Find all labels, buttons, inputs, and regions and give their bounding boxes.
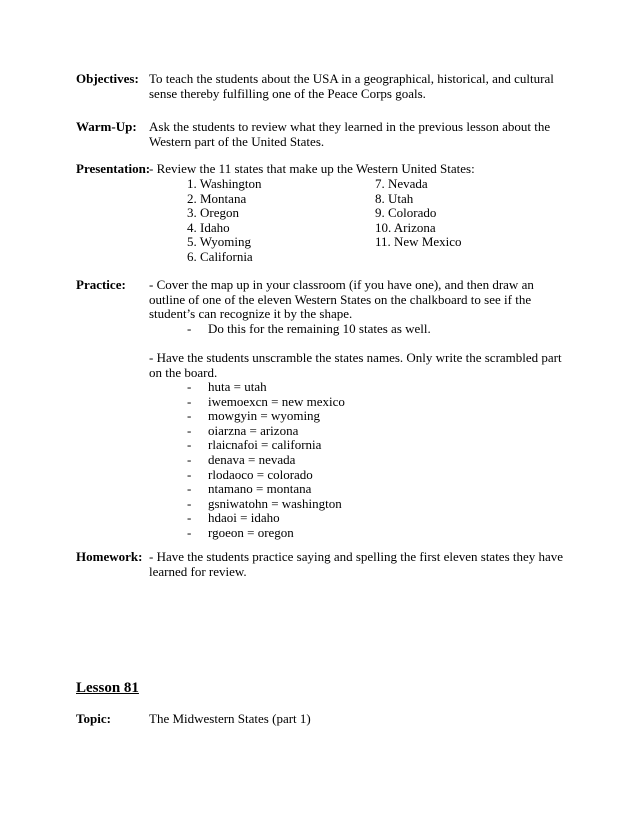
bullet-dash: - xyxy=(187,495,192,511)
bullet-dash: - xyxy=(187,422,192,438)
warmup-label: Warm-Up: xyxy=(76,119,137,134)
list-item xyxy=(187,250,507,265)
list-item xyxy=(187,380,487,395)
scramble-item: mowgyin = wyoming xyxy=(208,408,321,424)
scramble-item: huta = utah xyxy=(208,379,267,394)
scramble-item: gsniwatohn = washington xyxy=(208,495,342,511)
list-item xyxy=(187,206,507,221)
topic-text: The Midwestern States (part 1) xyxy=(149,711,311,726)
practice-bullet-list-1 xyxy=(187,322,487,337)
bullet-dash: - xyxy=(187,408,192,424)
presentation-label: Presentation: xyxy=(76,161,151,176)
state-item: 5. Wyoming xyxy=(187,234,251,250)
scramble-item: rgoeon = oregon xyxy=(208,524,294,540)
scramble-item: rlaicnafoi = california xyxy=(208,437,322,453)
scramble-item: denava = nevada xyxy=(208,451,296,467)
states-list xyxy=(187,177,507,265)
list-item xyxy=(187,221,507,236)
state-item: 10. Arizona xyxy=(375,219,436,235)
homework-label: Homework: xyxy=(76,549,143,564)
topic-label: Topic: xyxy=(76,711,111,726)
list-item xyxy=(187,468,487,483)
bullet-dash: - xyxy=(187,451,192,467)
list-item xyxy=(187,453,487,468)
list-item xyxy=(187,482,487,497)
practice-paragraph-1: - Cover the map up in your classroom (if you have one), and then draw an outline of one of the eleven Western States on the chalkboard to see if the student’s can recognize it by the shape. xyxy=(149,277,534,322)
bullet-dash: - xyxy=(187,510,192,526)
warmup-text: Ask the students to review what they learned in the previous lesson about the Western part of the United States. xyxy=(149,119,551,149)
list-item xyxy=(187,322,487,337)
scramble-list xyxy=(187,380,487,541)
bullet-dash: - xyxy=(187,466,192,482)
state-item: 2. Montana xyxy=(187,190,247,206)
bullet-dash: - xyxy=(187,379,192,394)
scramble-item: oiarzna = arizona xyxy=(208,422,299,438)
scramble-item: iwemoexcn = new mexico xyxy=(208,393,345,409)
list-item xyxy=(187,526,487,541)
list-item xyxy=(187,177,507,192)
practice-label: Practice: xyxy=(76,277,126,292)
state-item: 11. New Mexico xyxy=(375,234,462,250)
bullet-text: Do this for the remaining 10 states as well. xyxy=(208,321,431,336)
objectives-label: Objectives: xyxy=(76,71,139,86)
objectives-text: To teach the students about the USA in a geographical, historical, and cultural sense thereby fulfilling one of the Peace Corps goals. xyxy=(149,71,554,101)
bullet-dash: - xyxy=(187,481,192,497)
scramble-item: ntamano = montana xyxy=(208,481,312,497)
state-item: 1. Washington xyxy=(187,176,262,191)
scramble-item: hdaoi = idaho xyxy=(208,510,280,526)
bullet-dash: - xyxy=(187,437,192,453)
state-item: 6. California xyxy=(187,248,253,264)
lesson-title: Lesson 81 xyxy=(76,680,139,696)
homework-text: - Have the students practice saying and spelling the first eleven states they have learned for review. xyxy=(149,549,564,579)
list-item xyxy=(187,395,487,410)
state-item: 9. Colorado xyxy=(375,205,437,221)
state-item: 8. Utah xyxy=(375,190,414,206)
bullet-dash: - xyxy=(187,393,192,409)
scramble-item: rlodaoco = colorado xyxy=(208,466,313,482)
list-item xyxy=(187,235,507,250)
practice-paragraph-2: - Have the students unscramble the states names. Only write the scrambled part on the board. xyxy=(149,350,562,380)
list-item xyxy=(187,438,487,453)
state-item: 4. Idaho xyxy=(187,219,230,235)
list-item xyxy=(187,497,487,512)
bullet-dash: - xyxy=(187,321,192,336)
list-item xyxy=(187,192,507,207)
presentation-intro: - Review the 11 states that make up the Western United States: xyxy=(149,161,475,176)
bullet-dash: - xyxy=(187,524,192,540)
state-item: 7. Nevada xyxy=(375,176,428,191)
list-item xyxy=(187,511,487,526)
list-item xyxy=(187,424,487,439)
list-item xyxy=(187,409,487,424)
state-item: 3. Oregon xyxy=(187,205,239,221)
